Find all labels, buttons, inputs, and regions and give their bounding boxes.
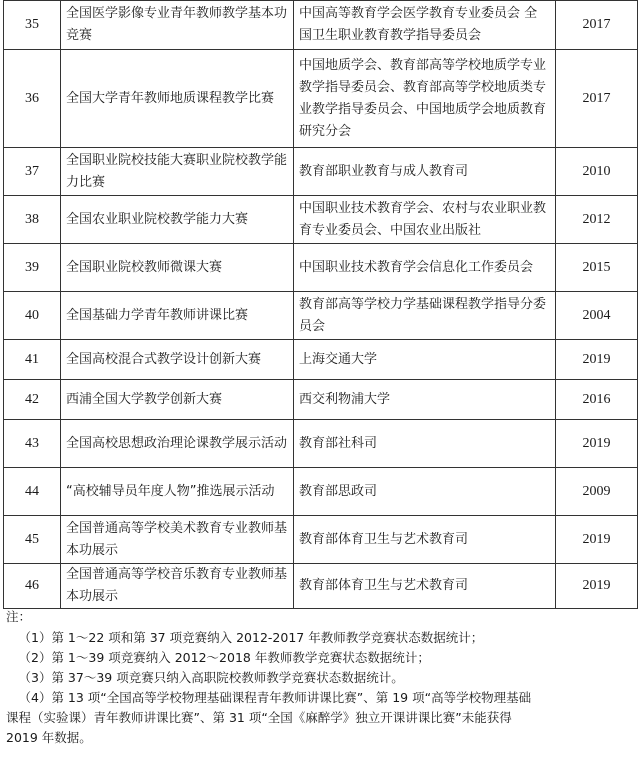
cell-competition-name: 全国高校混合式教学设计创新大赛 [61, 340, 294, 380]
cell-number: 40 [4, 292, 61, 340]
table-row [4, 50, 638, 148]
notes-heading: 注： [6, 609, 32, 624]
note-item: （4）第 13 项“全国高等学校物理基础课程青年教师讲课比赛”、第 19 项“高等学校物理基础 [18, 690, 532, 705]
cell-competition-name: 全国基础力学青年教师讲课比赛 [61, 292, 294, 340]
cell-organizer: 中国职业技术教育学会信息化工作委员会 [294, 244, 556, 292]
table-row [4, 196, 638, 244]
cell-competition-name: 全国职业院校技能大赛职业院校教学能力比赛 [61, 148, 294, 196]
cell-competition-name: 全国职业院校教师微课大赛 [61, 244, 294, 292]
cell-number: 39 [4, 244, 61, 292]
cell-year: 2012 [556, 196, 638, 244]
competition-table-body [4, 1, 638, 609]
cell-organizer: 教育部思政司 [294, 468, 556, 516]
cell-number: 35 [4, 1, 61, 50]
cell-number: 46 [4, 564, 61, 609]
table-row [4, 292, 638, 340]
cell-year: 2009 [556, 468, 638, 516]
note-item: （1）第 1～22 项和第 37 项竞赛纳入 2012-2017 年教师教学竞赛状态数据统计； [18, 630, 484, 645]
cell-competition-name: 西浦全国大学教学创新大赛 [61, 380, 294, 420]
cell-year: 2019 [556, 420, 638, 468]
table-row [4, 148, 638, 196]
cell-number: 36 [4, 50, 61, 148]
cell-number: 38 [4, 196, 61, 244]
cell-organizer: 中国高等教育学会医学教育专业委员会 全国卫生职业教育教学指导委员会 [294, 1, 556, 50]
cell-organizer: 中国职业技术教育学会、农村与农业职业教育专业委员会、中国农业出版社 [294, 196, 556, 244]
cell-competition-name: 全国大学青年教师地质课程教学比赛 [61, 50, 294, 148]
cell-year: 2015 [556, 244, 638, 292]
note-item: （3）第 37～39 项竞赛只纳入高职院校教师教学竞赛状态数据统计。 [18, 670, 404, 685]
cell-competition-name: 全国医学影像专业青年教师教学基本功竞赛 [61, 1, 294, 50]
cell-number: 44 [4, 468, 61, 516]
cell-year: 2017 [556, 1, 638, 50]
cell-organizer: 教育部体育卫生与艺术教育司 [294, 516, 556, 564]
table-row [4, 516, 638, 564]
cell-competition-name: “高校辅导员年度人物”推选展示活动 [61, 468, 294, 516]
cell-year: 2019 [556, 516, 638, 564]
cell-number: 45 [4, 516, 61, 564]
note-item: （2）第 1～39 项竞赛纳入 2012～2018 年教师教学竞赛状态数据统计； [18, 650, 430, 665]
cell-year: 2016 [556, 380, 638, 420]
cell-competition-name: 全国普通高等学校音乐教育专业教师基本功展示 [61, 564, 294, 609]
cell-year: 2019 [556, 340, 638, 380]
cell-number: 37 [4, 148, 61, 196]
table-row [4, 1, 638, 50]
cell-number: 42 [4, 380, 61, 420]
cell-year: 2004 [556, 292, 638, 340]
cell-number: 43 [4, 420, 61, 468]
cell-year: 2010 [556, 148, 638, 196]
cell-organizer: 教育部体育卫生与艺术教育司 [294, 564, 556, 609]
table-row [4, 340, 638, 380]
cell-number: 41 [4, 340, 61, 380]
table-row [4, 420, 638, 468]
cell-organizer: 教育部社科司 [294, 420, 556, 468]
table-row [4, 380, 638, 420]
cell-competition-name: 全国普通高等学校美术教育专业教师基本功展示 [61, 516, 294, 564]
cell-organizer: 西交利物浦大学 [294, 380, 556, 420]
note-item-continued: 课程（实验课）青年教师讲课比赛”、第 31 项“全国《麻醉学》独立开课讲课比赛”未能获得 [6, 710, 512, 725]
cell-organizer: 上海交通大学 [294, 340, 556, 380]
cell-organizer: 教育部职业教育与成人教育司 [294, 148, 556, 196]
table-row [4, 468, 638, 516]
cell-year: 2017 [556, 50, 638, 148]
table-row [4, 244, 638, 292]
cell-organizer: 教育部高等学校力学基础课程教学指导分委员会 [294, 292, 556, 340]
cell-year: 2019 [556, 564, 638, 609]
note-item-continued: 2019 年数据。 [6, 730, 92, 745]
cell-competition-name: 全国高校思想政治理论课教学展示活动 [61, 420, 294, 468]
notes-section [6, 607, 634, 748]
competition-table [3, 0, 638, 609]
cell-competition-name: 全国农业职业院校教学能力大赛 [61, 196, 294, 244]
table-row [4, 564, 638, 609]
cell-organizer: 中国地质学会、教育部高等学校地质学专业教学指导委员会、教育部高等学校地质类专业教学指导委员会、中国地质学会地质教育研究分会 [294, 50, 556, 148]
